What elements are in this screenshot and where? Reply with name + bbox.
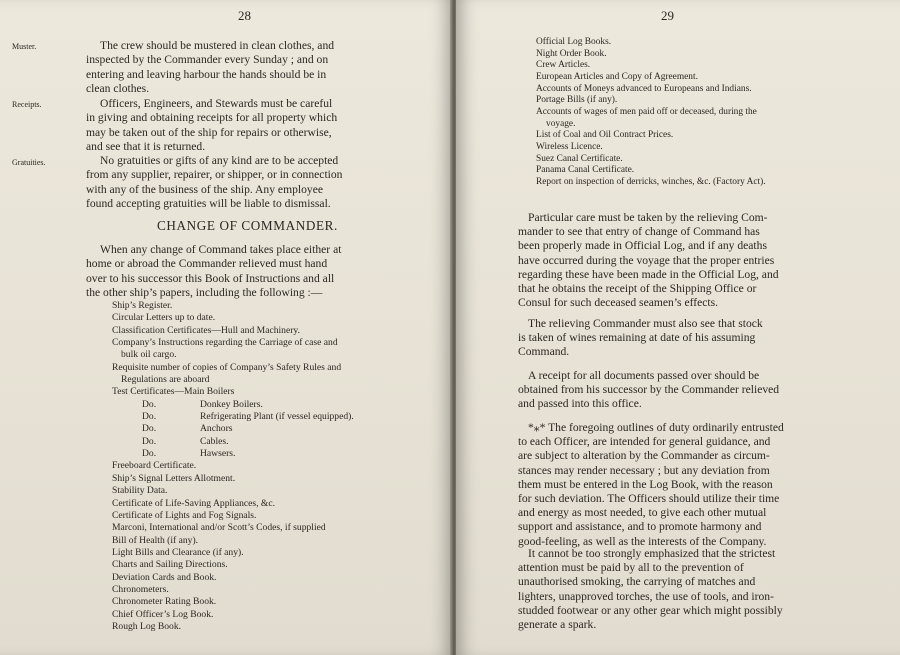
list-item: Certificate of Lights and Fog Signals. (112, 509, 257, 521)
list-item: Accounts of Moneys advanced to Europeans and Indians. (536, 83, 752, 94)
list-item: Do. Hawsers. (112, 448, 354, 460)
list-item: Panama Canal Certificate. (536, 165, 635, 176)
list-item: Certificate of Life-Saving Appliances, &c. (112, 497, 276, 509)
list-item: Do. Refrigerating Plant (if vessel equipped). (112, 411, 354, 423)
paragraph-muster: The crew should be mustered in clean clothes, and inspected by the Commander every Sunday ; and on entering and leaving harbour the hands should be in clean clothes. (86, 39, 335, 95)
list-item: Charts and Sailing Directions. (112, 559, 228, 571)
list-item: Night Order Book. (536, 48, 607, 59)
list-item: Bill of Health (if any). (112, 534, 199, 546)
side-note-muster: Muster. (12, 42, 37, 51)
list-item: Company’s Instructions regarding the Carriage of case and (112, 337, 338, 349)
list-item: Crew Articles. (536, 60, 591, 71)
list-item: voyage. (546, 118, 576, 129)
ditto-label: Do. (142, 411, 157, 423)
paragraph-gratuities: No gratuities or gifts of any kind are to be accepted from any supplier, repairer, or shipper, or in connection with any of the business of the ship. Any employee found accepting gratuities will be liable to dismissal. (86, 154, 343, 210)
list-item: Test Certificates—Main Boilers (112, 386, 235, 398)
list-item: bulk oil cargo. (121, 349, 177, 361)
list-item: Do. Cables. (112, 436, 354, 448)
documents-list-continued (536, 37, 876, 189)
ditto-label: Do. (142, 423, 157, 435)
list-item: Ship’s Signal Letters Allotment. (112, 472, 236, 484)
paragraph-receipt: A receipt for all documents passed over should be obtained from his successor by the Commander relieved and passed into this office. (518, 369, 780, 411)
list-item: Chronometers. (112, 583, 169, 595)
ditto-label: Do. (142, 398, 157, 410)
paragraph-receipts: Officers, Engineers, and Stewards must be careful in giving and obtaining receipts for all property which may be taken out of the ship for repairs or otherwise, and see that it is returned. (86, 97, 338, 153)
documents-list (112, 300, 354, 633)
list-item: Freeboard Certificate. (112, 460, 197, 472)
list-item: Light Bills and Clearance (if any). (112, 546, 244, 558)
paragraph-foregoing: *⁎* The foregoing outlines of duty ordinarily entrusted to each Officer, are intended for general guidance, and are subject to alteration by the Commander as circum- stances may render necessary ; but any deviation from them must be entered in the Log Book, with the reason for such deviation. The Officers should utilize their time and energy as most needed, to give each other mutual support and assistance, and to promote harmony and good-feeling, as well as the interests of the Company. (518, 421, 784, 548)
list-item: Do. Donkey Boilers. (112, 399, 354, 411)
list-item: Suez Canal Certificate. (536, 153, 623, 164)
side-note-receipts: Receipts. (12, 100, 42, 109)
list-item: Rough Log Book. (112, 620, 182, 632)
list-item: Portage Bills (if any). (536, 95, 618, 106)
ditto-label: Do. (142, 435, 157, 447)
list-item: Wireless Licence. (536, 141, 603, 152)
page-number-left: 28 (238, 8, 251, 23)
list-item: Circular Letters up to date. (112, 312, 216, 324)
list-item: Classification Certificates—Hull and Machinery. (112, 324, 301, 336)
list-item: European Articles and Copy of Agreement. (536, 71, 698, 82)
list-item: Requisite number of copies of Company’s Safety Rules and (112, 361, 342, 373)
list-item: Stability Data. (112, 485, 168, 497)
list-item: Chief Officer’s Log Book. (112, 608, 214, 620)
ditto-label: Do. (142, 448, 157, 460)
paragraph-change-of-command: When any change of Command takes place either at home or abroad the Commander relieved must hand over to his successor this Book of Instructions and all the other ship’s papers, including the following :— (86, 243, 342, 299)
page-number-right: 29 (661, 8, 674, 23)
paragraph-care: Particular care must be taken by the relieving Com- mander to see that entry of change of Command has been properly made in Official Log, and if any deaths have occurred during the voyage that the proper entries regarding these have been made in the Official Log, and that he obtains the receipt of the Shipping Office or Consul for such deceased seamen’s effects. (518, 211, 779, 310)
paragraph-smoking: It cannot be too strongly emphasized that the strictest attention must be paid by all to the prevention of unauthorised smoking, the carrying of matches and lighters, unapproved torches, the use of tools, and iron- studded footwear or any other gear which might possibly generate a spark. (518, 547, 783, 632)
paragraph-stock: The relieving Commander must also see that stock is taken of wines remaining at date of his assuming Command. (518, 317, 763, 359)
list-item: Regulations are aboard (121, 374, 210, 386)
list-item: Report on inspection of derricks, winches, &c. (Factory Act). (536, 176, 766, 187)
list-item: Official Log Books. (536, 37, 612, 47)
list-item: Marconi, International and/or Scott’s Codes, if supplied (112, 522, 326, 534)
list-item: Chronometer Rating Book. (112, 596, 217, 608)
section-title: CHANGE OF COMMANDER. (157, 218, 338, 233)
list-item: Ship’s Register. (112, 300, 173, 311)
list-item: Accounts of wages of men paid off or deceased, during the (536, 106, 757, 117)
list-item: List of Coal and Oil Contract Prices. (536, 130, 674, 141)
right-page (456, 0, 900, 655)
list-item: Deviation Cards and Book. (112, 571, 217, 583)
side-note-gratuities: Gratuities. (12, 158, 46, 167)
list-item: Do. Anchors (112, 423, 354, 435)
